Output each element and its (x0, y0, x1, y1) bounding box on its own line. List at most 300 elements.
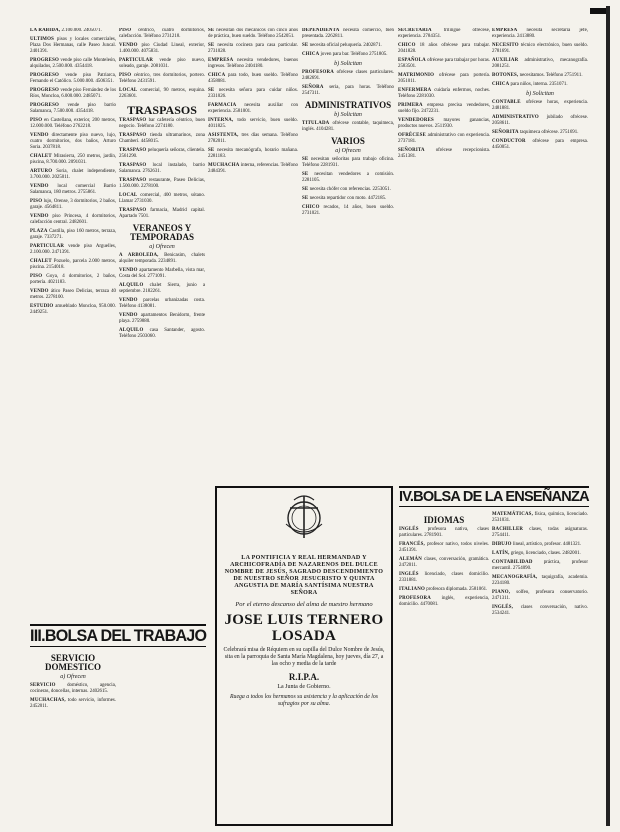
ad-body: Castilla, piso 160 metros, terraza, garaje. 7337271. (30, 229, 116, 240)
ad-lead-word: LA RÁBIDA, (30, 28, 61, 33)
ad-lead-word: SE (208, 148, 215, 153)
ad-body: todo servicio, buen sueldo. 4011825. (208, 118, 298, 129)
ad-body: para niños, interna. 2351071. (510, 82, 568, 87)
ad-lead-word: MUCHACHA (208, 163, 240, 168)
ad-body: vende piso calle Monteleón, alquilados, 2.500.000. 4354418. (30, 58, 116, 69)
classified-ad (30, 118, 116, 130)
ad-body: necesita repartidor con moto. 4472185. (309, 196, 387, 201)
classified-ad (398, 43, 490, 55)
ad-body: mayores ganancias, productos nuevos. 2511930. (398, 118, 490, 129)
classified-ad (492, 28, 588, 40)
ad-body: necesita vendedores, buenos ingresos. Teléfono 2404180. (208, 58, 298, 69)
ad-lead-word: ESPAÑOLA (398, 58, 426, 63)
classified-ad (492, 590, 588, 602)
ad-lead-word: FRANCÉS, (399, 542, 425, 547)
classified-ad (398, 28, 490, 40)
ad-body: vende piso barrio Salamanca, 7.500.000. 4354418. (30, 103, 116, 114)
ad-body: necesita mecanógrafa, horario mañana. 2281183. (208, 148, 298, 159)
ad-body: práctica, profesor mercantil. 2754090. (492, 560, 588, 571)
ad-lead-word: PLAZA (30, 229, 48, 234)
ad-lead-word: VENDO (119, 313, 138, 318)
ad-body: comercial, 400 metros, sótano. Llamar 2731030. (119, 193, 205, 204)
ad-lead-word: SE (208, 43, 215, 48)
ad-body: interna, referencias. Teléfono 2484391. (208, 163, 298, 174)
ad-lead-word: PROGRESO (30, 88, 60, 93)
ad-body: ofrécese para empresa. 4450051. (492, 139, 588, 150)
classified-ad (119, 73, 205, 85)
section-subheading: a) Ofrecen (149, 244, 175, 250)
ad-lead-word: DEPENDIENTA (302, 28, 340, 33)
ad-lead-word: TRASPASO (119, 178, 147, 183)
ad-lead-word: VENDO (119, 43, 138, 48)
ad-lead-word: SEÑORITA (492, 130, 519, 135)
notice-signature: La Junta de Gobierno. (277, 684, 331, 690)
ad-lead-word: ARTURO (30, 169, 53, 174)
ad-body: amueblado Moncloa, 950.000. 2449251. (30, 304, 116, 315)
ad-body: técnico electrónico, buen sueldo. 2781691. (492, 43, 588, 54)
classified-ad (30, 304, 116, 316)
ad-lead-word: TRASPASO (119, 208, 147, 213)
ad-body: Mirasierra, 250 metros, jardín, piscina, 8.700.000. 2091031. (30, 154, 116, 165)
ad-lead-word: PISO (119, 28, 132, 33)
ad-lead-word: VENDO (30, 133, 49, 138)
ad-body: profesora nativa, clases particulares. 2781901. (399, 527, 489, 538)
ad-body: tres días semana. Teléfono 2782011. (208, 133, 298, 144)
classified-ad (492, 575, 588, 587)
ad-lead-word: SEÑORA (302, 85, 324, 90)
ad-body: ofrécese clases particulares. 2482691. (302, 70, 394, 81)
classified-ad (302, 172, 394, 184)
classified-ad (119, 193, 205, 205)
ad-lead-word: SERVICIO (30, 683, 56, 688)
section-heading: TRASPASOS (127, 103, 197, 117)
ad-body: griego, licenciado, clases. 2482001. (510, 551, 581, 556)
ad-lead-word: LATÍN, (492, 551, 510, 556)
ad-body: vende piso Arguelles, 2.100.000. 2471391. (30, 244, 116, 255)
ad-body: necesita señora para cuidar niños. 2331026. (208, 88, 298, 99)
ad-body: vende piso Fernández de los Ríos, Moncloa, 6.000.000. 2485071. (30, 88, 116, 99)
ad-body: profesora diplomada. 2581061. (426, 587, 488, 592)
ad-lead-word: PISO (30, 274, 43, 279)
classified-ad (208, 28, 298, 40)
ad-body: comercial, 90 metros, esquina. 2263601. (119, 88, 205, 99)
ad-lead-word: SECRETARIA (398, 28, 432, 33)
ad-body: licenciado, clases domicilio. 2331881. (399, 572, 489, 583)
ad-body: vende piso Patriarca, Fernando el Católico. 5.000.000. 4506351. (30, 73, 116, 84)
section-heading: IDIOMAS (423, 515, 465, 525)
ad-body: administrativo, mecanografía. 2081251. (492, 58, 588, 69)
notice-subtitle: Por el eterno descanso del alma de nuestro hermano (235, 601, 373, 608)
ad-lead-word: CONDUCTOR (492, 139, 526, 144)
ad-body: apartamento Marbella, vista mar, Costa del Sol. 2771091. (119, 268, 205, 279)
ad-body: física, química, licenciado. 2531031. (492, 512, 588, 523)
classified-ad (398, 133, 490, 145)
section-subheading: b) Solicitan (526, 91, 554, 97)
ad-body: ofrécese recepcionista. 2451381. (398, 148, 490, 159)
ad-lead-word: VENDEDORES (398, 118, 434, 123)
classified-ad (302, 121, 394, 133)
ad-body: local instalado, barrio Salamanca. 2762631. (119, 163, 205, 174)
ad-lead-word: INGLÉS, (492, 605, 514, 610)
classified-ad (30, 229, 116, 241)
classified-ad (208, 43, 298, 55)
classified-ad (492, 551, 588, 557)
ad-lead-word: PROGRESO (30, 103, 60, 108)
classified-ad (119, 283, 205, 295)
ad-body: Goya, 4 dormitorios, 2 baños, portería. 4021183. (30, 274, 116, 285)
ad-body: chalet Sierra, junio a septiembre. 2182261. (119, 283, 205, 294)
rip-mark: R.I.P.A. (288, 672, 320, 682)
classified-ad (119, 118, 205, 130)
classified-ad (119, 313, 205, 325)
ad-lead-word: ITALIANO (399, 587, 425, 592)
classified-ad (30, 169, 116, 181)
classified-ad (492, 542, 588, 548)
ad-lead-word: CHICA (302, 52, 320, 57)
section-heading: SERVICIO DOMESTICO (44, 653, 101, 672)
notice-footer: Ruega a todos los hermanos su asistencia y la aplicación de los sufragios por su alma. (230, 694, 378, 707)
classified-ad (492, 115, 588, 127)
ad-lead-word: A ARBOLEDA, (119, 253, 159, 258)
classified-ad (30, 28, 116, 34)
ad-body: clases conversación, nativo. 2534241. (492, 605, 588, 616)
classified-ad (492, 527, 588, 539)
classified-ad (119, 133, 205, 145)
ad-lead-word: INGLÉS (399, 527, 419, 532)
ad-lead-word: ENFERMERA (398, 88, 432, 93)
classified-ad (398, 58, 490, 70)
ad-lead-word: ADMINISTRATIVO (492, 115, 539, 120)
ad-body: Benicasim, chalets alquiler temporada. 2234891. (119, 253, 205, 264)
ad-lead-word: TRASPASO (119, 118, 147, 123)
ad-lead-word: INTERNA, (208, 118, 234, 123)
ad-body: ofrécese contable, taquimeca, inglés. 4104281. (302, 121, 394, 132)
ad-lead-word: TRASPASO (119, 163, 147, 168)
classified-ad (399, 596, 489, 608)
classified-ad (399, 527, 489, 539)
idiomas-block (399, 512, 489, 611)
classified-ad (492, 100, 588, 112)
classified-ad (208, 103, 298, 115)
ad-lead-word: BOTONES, (492, 73, 519, 78)
classified-ad (30, 274, 116, 286)
ad-body: 2.100.000. 2405071. (61, 28, 102, 33)
ad-body: clases, conversación, gramática. 2472011. (399, 557, 489, 568)
classified-ad (399, 572, 489, 584)
classified-ad (302, 70, 394, 82)
ad-body: ático Paseo Delicias, terraza 40 metros. 2278100. (30, 289, 116, 300)
ad-body: 18 años ofrécese para trabajar. 2041828. (398, 43, 490, 54)
ad-body: lineal, artístico, profesor. 4481321. (512, 542, 582, 547)
bolsa-trabajo-header: III.BOLSA DEL TRABAJO (30, 626, 207, 645)
classified-ad (492, 139, 588, 151)
classified-ad (30, 58, 116, 70)
ad-body: clases, todas asignaturas. 2754411. (492, 527, 588, 538)
classified-ad (30, 214, 116, 226)
ad-lead-word: ALEMÁN (399, 557, 422, 562)
classified-ad (30, 259, 116, 271)
ad-lead-word: EMPRESA (208, 58, 234, 63)
ad-body: necesita auxiliar con experiencia. 2581001. (208, 103, 298, 114)
ad-lead-word: ALQUILO (119, 328, 144, 333)
ad-lead-word: ASISTENTA, (208, 133, 239, 138)
page-fold-edge (606, 6, 610, 826)
ad-body: peluquería señoras, clientela. 2561290. (119, 148, 205, 159)
ad-body: profesor nativo, todos niveles. 2451391. (399, 542, 489, 553)
ad-body: doméstico, agencia, cocineras, doncellas, internas. 2402615. (30, 683, 116, 694)
ad-body: cuidaría enfermos, noches. Teléfono 2281030. (398, 88, 490, 99)
ad-lead-word: ULTIMOS (30, 37, 55, 42)
ad-body: Pozuelo, parcela 2.000 metros, piscina. 2154018. (30, 259, 116, 270)
ad-lead-word: LOCAL (119, 88, 138, 93)
classified-ad (119, 253, 205, 265)
ad-lead-word: MATEMÁTICAS, (492, 512, 534, 517)
death-notice (215, 486, 393, 826)
classified-ad (119, 43, 205, 55)
ad-body: ofrécese horas, experiencia. 2481881. (492, 100, 588, 111)
classified-ad (208, 88, 298, 100)
ad-body: necesita secretaria jefe, experiencia. 2413880. (492, 28, 588, 39)
ad-body: casa Santander, agosto. Teléfono 2503060. (119, 328, 205, 339)
ad-body: empresa precisa vendedores, sueldo fijo. 2472231. (398, 103, 490, 114)
ad-body: necesitan señoritas para trabajo oficina. Teléfono 2281931. (302, 157, 394, 168)
ad-lead-word: CHALET (30, 154, 52, 159)
classified-ad (398, 73, 490, 85)
deceased-name: JOSE LUIS TERNERO LOSADA (224, 612, 384, 644)
ad-lead-word: CHICO (398, 43, 416, 48)
ad-body: jubilado ofrécese. 2058611. (492, 115, 588, 126)
classified-ad (492, 512, 588, 524)
ad-body: inglés, experiencia, domicilio. 4470081. (399, 596, 489, 607)
section-subheading: a) Ofrecen (60, 674, 86, 680)
section-heading: ADMINISTRATIVOS (304, 100, 392, 110)
classified-ad (119, 88, 205, 100)
ad-lead-word: SE (208, 28, 215, 33)
classified-ad (119, 328, 205, 340)
classified-ad (30, 199, 116, 211)
classified-ad (398, 88, 490, 100)
servicio-domestico-block (30, 650, 116, 713)
ad-lead-word: PISO (119, 73, 132, 78)
ad-lead-word: PIANO, (492, 590, 511, 595)
ad-body: ofrécese para portería. 2051011. (398, 73, 490, 84)
ad-lead-word: EMPRESA (492, 28, 518, 33)
ad-body: directamente piso nuevo, lujo, cuatro dormitorios, dos baños, Arturo Soria. 2037818. (30, 133, 116, 150)
ad-body: necesitan vendedores a comisión. 2281105. (302, 172, 394, 183)
ad-lead-word: MUCHACHAS, (30, 698, 66, 703)
ad-lead-word: AUXILIAR (492, 58, 519, 63)
classified-ad (30, 73, 116, 85)
classified-ad (30, 37, 116, 55)
column-3 (208, 28, 298, 480)
classified-ad (30, 698, 116, 710)
classified-ad (208, 163, 298, 175)
ad-lead-word: VENDO (119, 298, 138, 303)
classified-ad (399, 542, 489, 554)
ad-body: administrativo con experiencia. 2737181. (398, 133, 490, 144)
ad-lead-word: PROFESORA (302, 70, 334, 75)
ad-body: necesita cocinera para casa particular. 2731028. (208, 43, 298, 54)
ad-lead-word: VENDO (119, 268, 138, 273)
ad-lead-word: PROGRESO (30, 73, 60, 78)
classified-ad (302, 85, 394, 97)
ad-lead-word: TRASPASO (119, 133, 147, 138)
classified-ad (119, 298, 205, 310)
ad-body: todo servicio, informes. 2452011. (30, 698, 116, 709)
ad-lead-word: SE (302, 196, 309, 201)
classified-ad (399, 587, 489, 593)
ad-body: trilingüe ofrécese, experiencia. 2784351. (398, 28, 490, 39)
ad-body: solfeo, profesora conservatorio. 2471311. (492, 590, 588, 601)
ad-lead-word: SE (302, 187, 309, 192)
ad-lead-word: SE (208, 88, 215, 93)
ad-body: piso Princesa, 4 dormitorios, calefacción central. 2482601. (30, 214, 116, 225)
classified-ad (302, 196, 394, 202)
column-6 (492, 28, 588, 480)
ad-lead-word: VENDO (30, 184, 49, 189)
classified-ad (302, 187, 394, 193)
classified-ad (302, 205, 394, 217)
ad-body: seria, para horas. Teléfono 2547311. (302, 85, 394, 96)
ensenanza-column-6 (492, 512, 588, 620)
bolsa-ensenanza-header: IV.BOLSA DE LA ENSEÑANZA (399, 488, 589, 505)
ad-body: vende piso nuevo, soleado, garaje. 2081031. (119, 58, 205, 69)
classified-ad (492, 43, 588, 55)
ad-body: céntrico, tres dormitorios, portero. Teléfono 2431591. (119, 73, 205, 84)
ad-lead-word: PROGRESO (30, 58, 60, 63)
classified-ad (492, 605, 588, 617)
ad-lead-word: PARTICULAR (119, 58, 154, 63)
section-heading: VARIOS (331, 136, 365, 146)
classified-ad (119, 268, 205, 280)
ad-lead-word: ESTUDIO (30, 304, 54, 309)
classified-ad (30, 683, 116, 695)
ad-lead-word: VENDO (30, 214, 49, 219)
ad-body: parcelas urbanizadas costa. Teléfono 4138081. (119, 298, 205, 309)
ad-lead-word: FARMACIA (208, 103, 237, 108)
ad-body: lujo, Orense, 3 dormitorios, 2 baños, garaje. 4564811. (30, 199, 116, 210)
ad-body: farmacia, Madrid capital. Apartado 7501. (119, 208, 205, 219)
ad-body: necesitan dos mecánicos con cinco años de práctica, buen sueldo. Teléfono 2542051. (208, 28, 298, 39)
brotherhood-name: LA PONTIFICIA Y REAL HERMANDAD Y ARCHICOFRADÍA DE NAZARENOS DEL DULCE NOMBRE DE JESÚS, SAGRADO DESCENDIMIENTO DE NUESTRO SEÑOR JESUCRISTO Y QUINTA ANGUSTIA DE MARÍA SANTÍSIMA NUESTRA SEÑORA (224, 555, 384, 596)
classified-ad (208, 133, 298, 145)
ad-lead-word: CONTABLE (492, 100, 521, 105)
ad-lead-word: INGLÉS (399, 572, 419, 577)
section-subheading: b) Solicitan (334, 112, 362, 118)
ad-lead-word: PRIMERA (398, 103, 423, 108)
ad-lead-word: CONTABILIDAD (492, 560, 533, 565)
ad-body: Soria, chalet independiente, 3.700.000. 2025011. (30, 169, 116, 180)
ad-body: apartamentos Benidorm, frente playa. 2759880. (119, 313, 205, 324)
classified-ad (208, 148, 298, 160)
classified-ad (492, 560, 588, 572)
ad-lead-word: SE (302, 43, 309, 48)
ad-lead-word: PROFESORA (399, 596, 431, 601)
ad-lead-word: SE (302, 172, 309, 177)
ad-body: necesita oficial peluquería. 2402871. (309, 43, 382, 48)
column-2 (119, 28, 205, 826)
classified-ad (208, 118, 298, 130)
ad-body: joven para bar. Teléfono 2751805. (320, 52, 388, 57)
classified-ad (30, 289, 116, 301)
classified-ad (119, 178, 205, 190)
classified-ad (302, 52, 394, 58)
notice-body: Celebrará misa de Réquiem en su capilla del Dulce Nombre de Jesús, sita en la parroquia de Santa María Magdalena, hoy jueves, día 27, a las ocho y media de la tarde (223, 647, 385, 667)
ad-lead-word: SE (302, 157, 309, 162)
ad-lead-word: NECESITO (492, 43, 519, 48)
classified-ad (492, 73, 588, 79)
classified-ad (398, 103, 490, 115)
ad-body: necesitamos. Teléfono 2751911. (519, 73, 583, 78)
ad-body: local comercial Barrio Salamanca, 180 metros. 2755861. (30, 184, 116, 195)
ad-body: en Castellana, exterior, 200 metros, 12.000.000. Teléfono 2762218. (30, 118, 116, 129)
section-heading: VERANEOS Y TEMPORADAS (129, 223, 194, 242)
ad-lead-word: PISO (30, 199, 43, 204)
ad-lead-word: CHICA (492, 82, 510, 87)
section-subheading: b) Solicitan (334, 61, 362, 67)
ad-lead-word: PARTICULAR (30, 244, 65, 249)
ad-lead-word: CHICA (208, 73, 226, 78)
classified-ad (119, 58, 205, 70)
classified-ad (30, 88, 116, 100)
ad-lead-word: ALQUILO (119, 283, 144, 288)
classified-ad (119, 148, 205, 160)
ad-lead-word: CHICO (302, 205, 320, 210)
ad-lead-word: TRASPASO (119, 148, 147, 153)
ad-body: piso Ciudad Lineal, exterior, 1.400.000. 4075831. (119, 43, 205, 54)
classified-ad (492, 82, 588, 88)
classified-ad (30, 184, 116, 196)
ad-lead-word: DIBUJO (492, 542, 512, 547)
ad-lead-word: SEÑORITA (398, 148, 425, 153)
ad-body: para todo, buen sueldo. Teléfono 4358081. (208, 73, 298, 84)
classified-ad (492, 130, 588, 136)
ad-lead-word: VENDO (30, 289, 49, 294)
classified-ad (398, 148, 490, 160)
ad-lead-word: TITULADA (302, 121, 330, 126)
classified-ad (302, 43, 394, 49)
classified-ad (208, 73, 298, 85)
classified-ad (398, 118, 490, 130)
ad-body: pisos y locales comerciales, Plaza Dos Hermanas, calle Paseo Juncal. 2401391. (30, 37, 116, 54)
ad-body: necesita chófer con referencias. 2253051. (309, 187, 391, 192)
ad-lead-word: BACHILLER (492, 527, 524, 532)
classified-ad (119, 28, 205, 40)
classified-ad (492, 58, 588, 70)
ad-lead-word: LOCAL (119, 193, 138, 198)
brotherhood-emblem-icon (276, 494, 332, 540)
ad-body: ofrécese para trabajar por horas. 2583501. (398, 58, 490, 69)
classified-ad (30, 154, 116, 166)
ad-body: tienda ultramarinos, zona Chamberí. 4458015. (119, 133, 205, 144)
classified-ad (30, 103, 116, 115)
ad-body: céntrico, cuatro dormitorios, calefacción. Teléfono 2731218. (119, 28, 205, 39)
classified-ad (119, 208, 205, 220)
column-4 (302, 28, 394, 480)
ad-body: necesita comercio, bien presentada. 2262811. (302, 28, 394, 39)
classified-ad (30, 133, 116, 151)
ad-lead-word: MATRIMONIO (398, 73, 435, 78)
section-subheading: a) Ofrecen (335, 148, 361, 154)
ad-lead-word: PISO (30, 118, 43, 123)
ad-lead-word: OFRÉCESE (398, 133, 426, 138)
column-5 (398, 28, 490, 480)
classified-ad (302, 28, 394, 40)
ad-lead-word: MECANOGRAFÍA, (492, 575, 538, 580)
ad-lead-word: CHALET (30, 259, 52, 264)
ad-body: recados, 14 años, buen sueldo. 2731021. (302, 205, 394, 216)
ad-body: taquimeca ofrécese. 2751691. (520, 130, 579, 135)
